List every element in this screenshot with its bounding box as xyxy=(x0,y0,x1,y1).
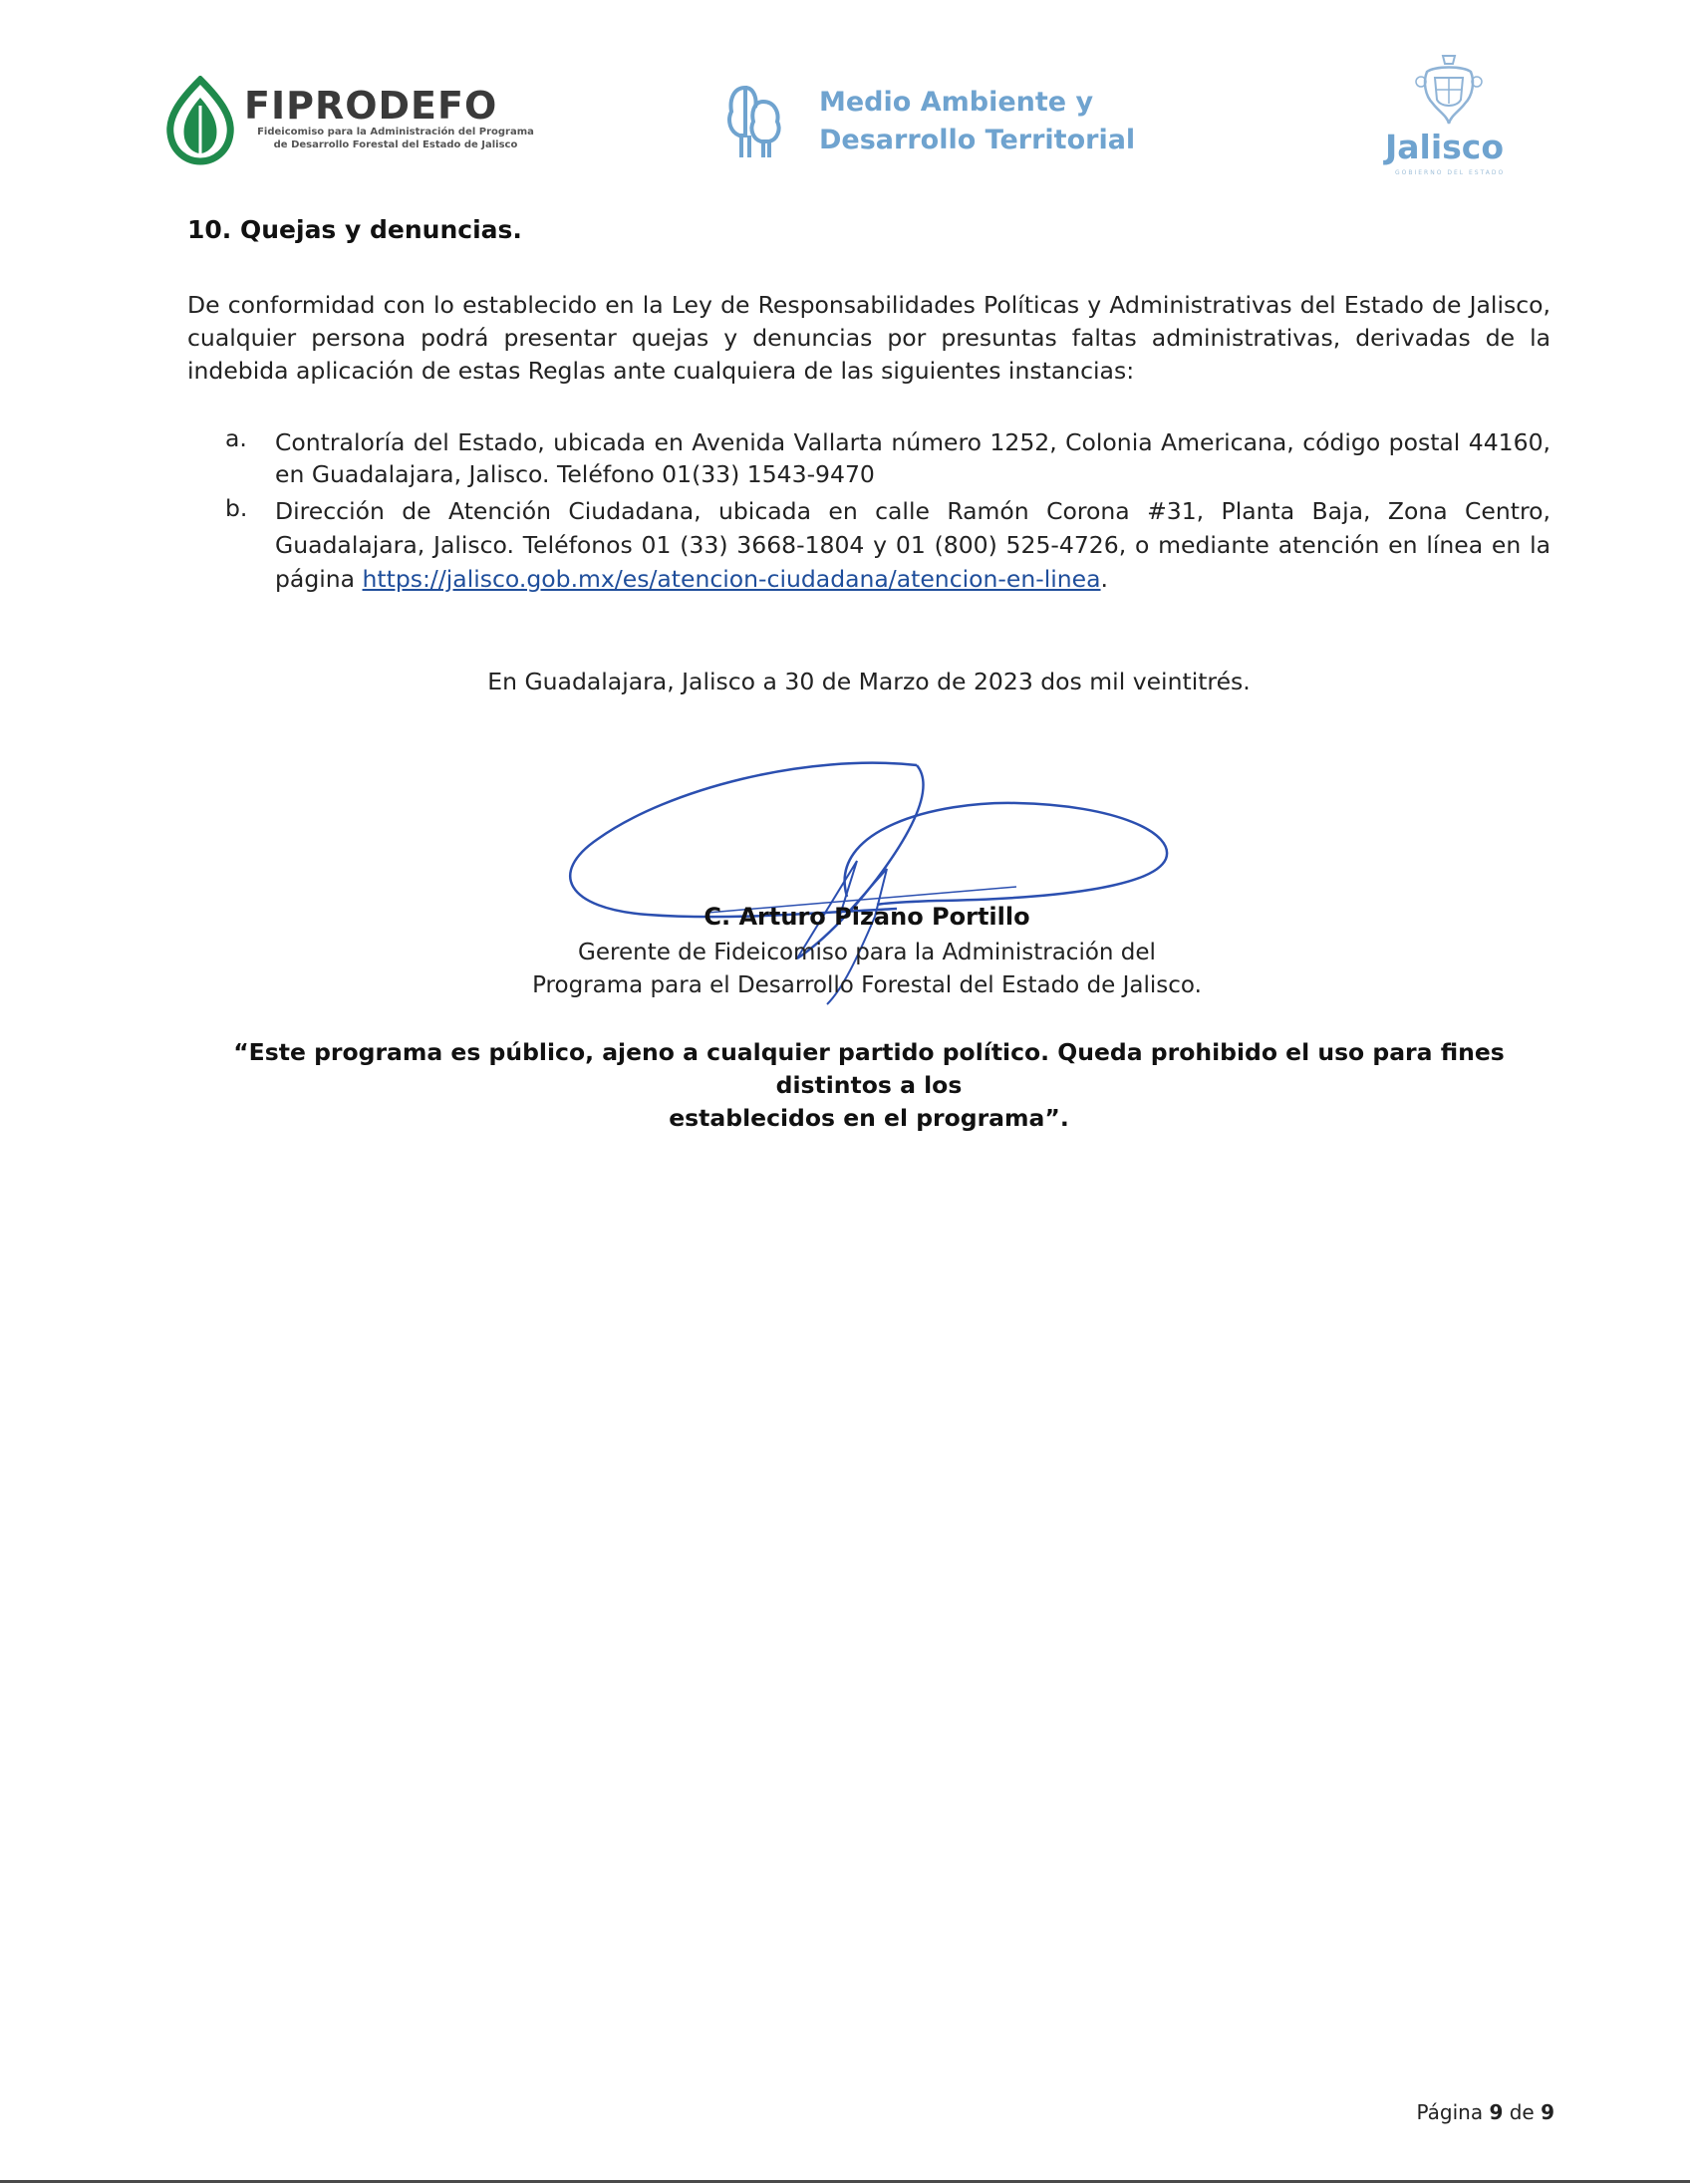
list-item-text: Contraloría del Estado, ubicada en Avenida Vallarta número 1252, Colonia Americana, código postal 44160, en Guadalajara, Jalisco. Teléfono 01(33) 1543-9470 xyxy=(275,428,1550,488)
fiprodefo-logo xyxy=(164,76,543,165)
program-legend-line1: “Este programa es público, ajeno a cualquier partido político. Queda prohibido el uso para fines distintos a los xyxy=(233,1038,1505,1099)
program-legend-line2: establecidos en el programa”. xyxy=(669,1104,1069,1132)
fiprodefo-name: FIPRODEFO xyxy=(244,84,498,128)
jalisco-subtitle: GOBIERNO DEL ESTADO xyxy=(1395,169,1506,176)
instances-list xyxy=(187,422,1550,604)
page-of: de xyxy=(1509,2100,1535,2124)
semadet-line2: Desarrollo Territorial xyxy=(819,125,1136,155)
list-item-text-end: . xyxy=(1100,565,1109,593)
signatory-role xyxy=(419,937,1315,1002)
signatory-role-line1: Gerente de Fideicomiso para la Administración del xyxy=(578,940,1156,965)
program-legend xyxy=(187,1036,1550,1135)
trees-icon xyxy=(723,82,787,161)
list-marker: b. xyxy=(225,494,248,522)
section-intro: De conformidad con lo establecido en la Ley de Responsabilidades Políticas y Administrativas del Estado de Jalisco, cualquier persona podrá presentar quejas y denuncias por presuntas faltas administrativas, derivadas de la indebida aplicación de estas Reglas ante cualquiera de las siguientes instancias: xyxy=(187,291,1550,385)
signatory-name: C. Arturo Pizano Portillo xyxy=(704,903,1030,931)
place-date: En Guadalajara, Jalisco a 30 de Marzo de 2023 dos mil veintitrés. xyxy=(487,668,1251,695)
list-item xyxy=(187,422,1550,494)
list-item xyxy=(187,494,1550,604)
list-item-text-body: Dirección de Atención Ciudadana, ubicada en calle Ramón Corona #31, Planta Baja, Zona Centro, Guadalajara, Jalisco. Teléfonos 01 (33) 3668-1804 y 01 (800) 525-4726, o mediante atención en línea en la página xyxy=(275,497,1550,593)
coat-of-arms-icon xyxy=(1413,52,1485,130)
list-item-text xyxy=(275,494,1550,596)
semadet-line1: Medio Ambiente y xyxy=(819,87,1094,118)
jalisco-name: Jalisco xyxy=(1385,128,1505,166)
page-label: Página xyxy=(1416,2100,1484,2124)
semadet-logo xyxy=(723,80,1152,164)
signatory-role-line2: Programa para el Desarrollo Forestal del Estado de Jalisco. xyxy=(532,972,1202,998)
bottom-edge-line xyxy=(0,2180,1690,2183)
atencion-en-linea-link[interactable]: https://jalisco.gob.mx/es/atencion-ciudadana/atencion-en-linea xyxy=(362,565,1101,593)
page-total: 9 xyxy=(1541,2100,1554,2124)
section-heading: 10. Quejas y denuncias. xyxy=(187,215,522,244)
semadet-name xyxy=(819,84,1158,159)
fiprodefo-subtitle xyxy=(246,126,545,151)
fiprodefo-subtitle-line2: de Desarrollo Forestal del Estado de Jalisco xyxy=(273,139,518,150)
fiprodefo-subtitle-line1: Fideicomiso para la Administración del Programa xyxy=(257,127,534,137)
leaf-icon xyxy=(164,76,236,165)
page-current: 9 xyxy=(1489,2100,1504,2124)
page-number xyxy=(1375,2100,1554,2124)
list-marker: a. xyxy=(225,424,247,452)
jalisco-logo xyxy=(1373,52,1523,181)
